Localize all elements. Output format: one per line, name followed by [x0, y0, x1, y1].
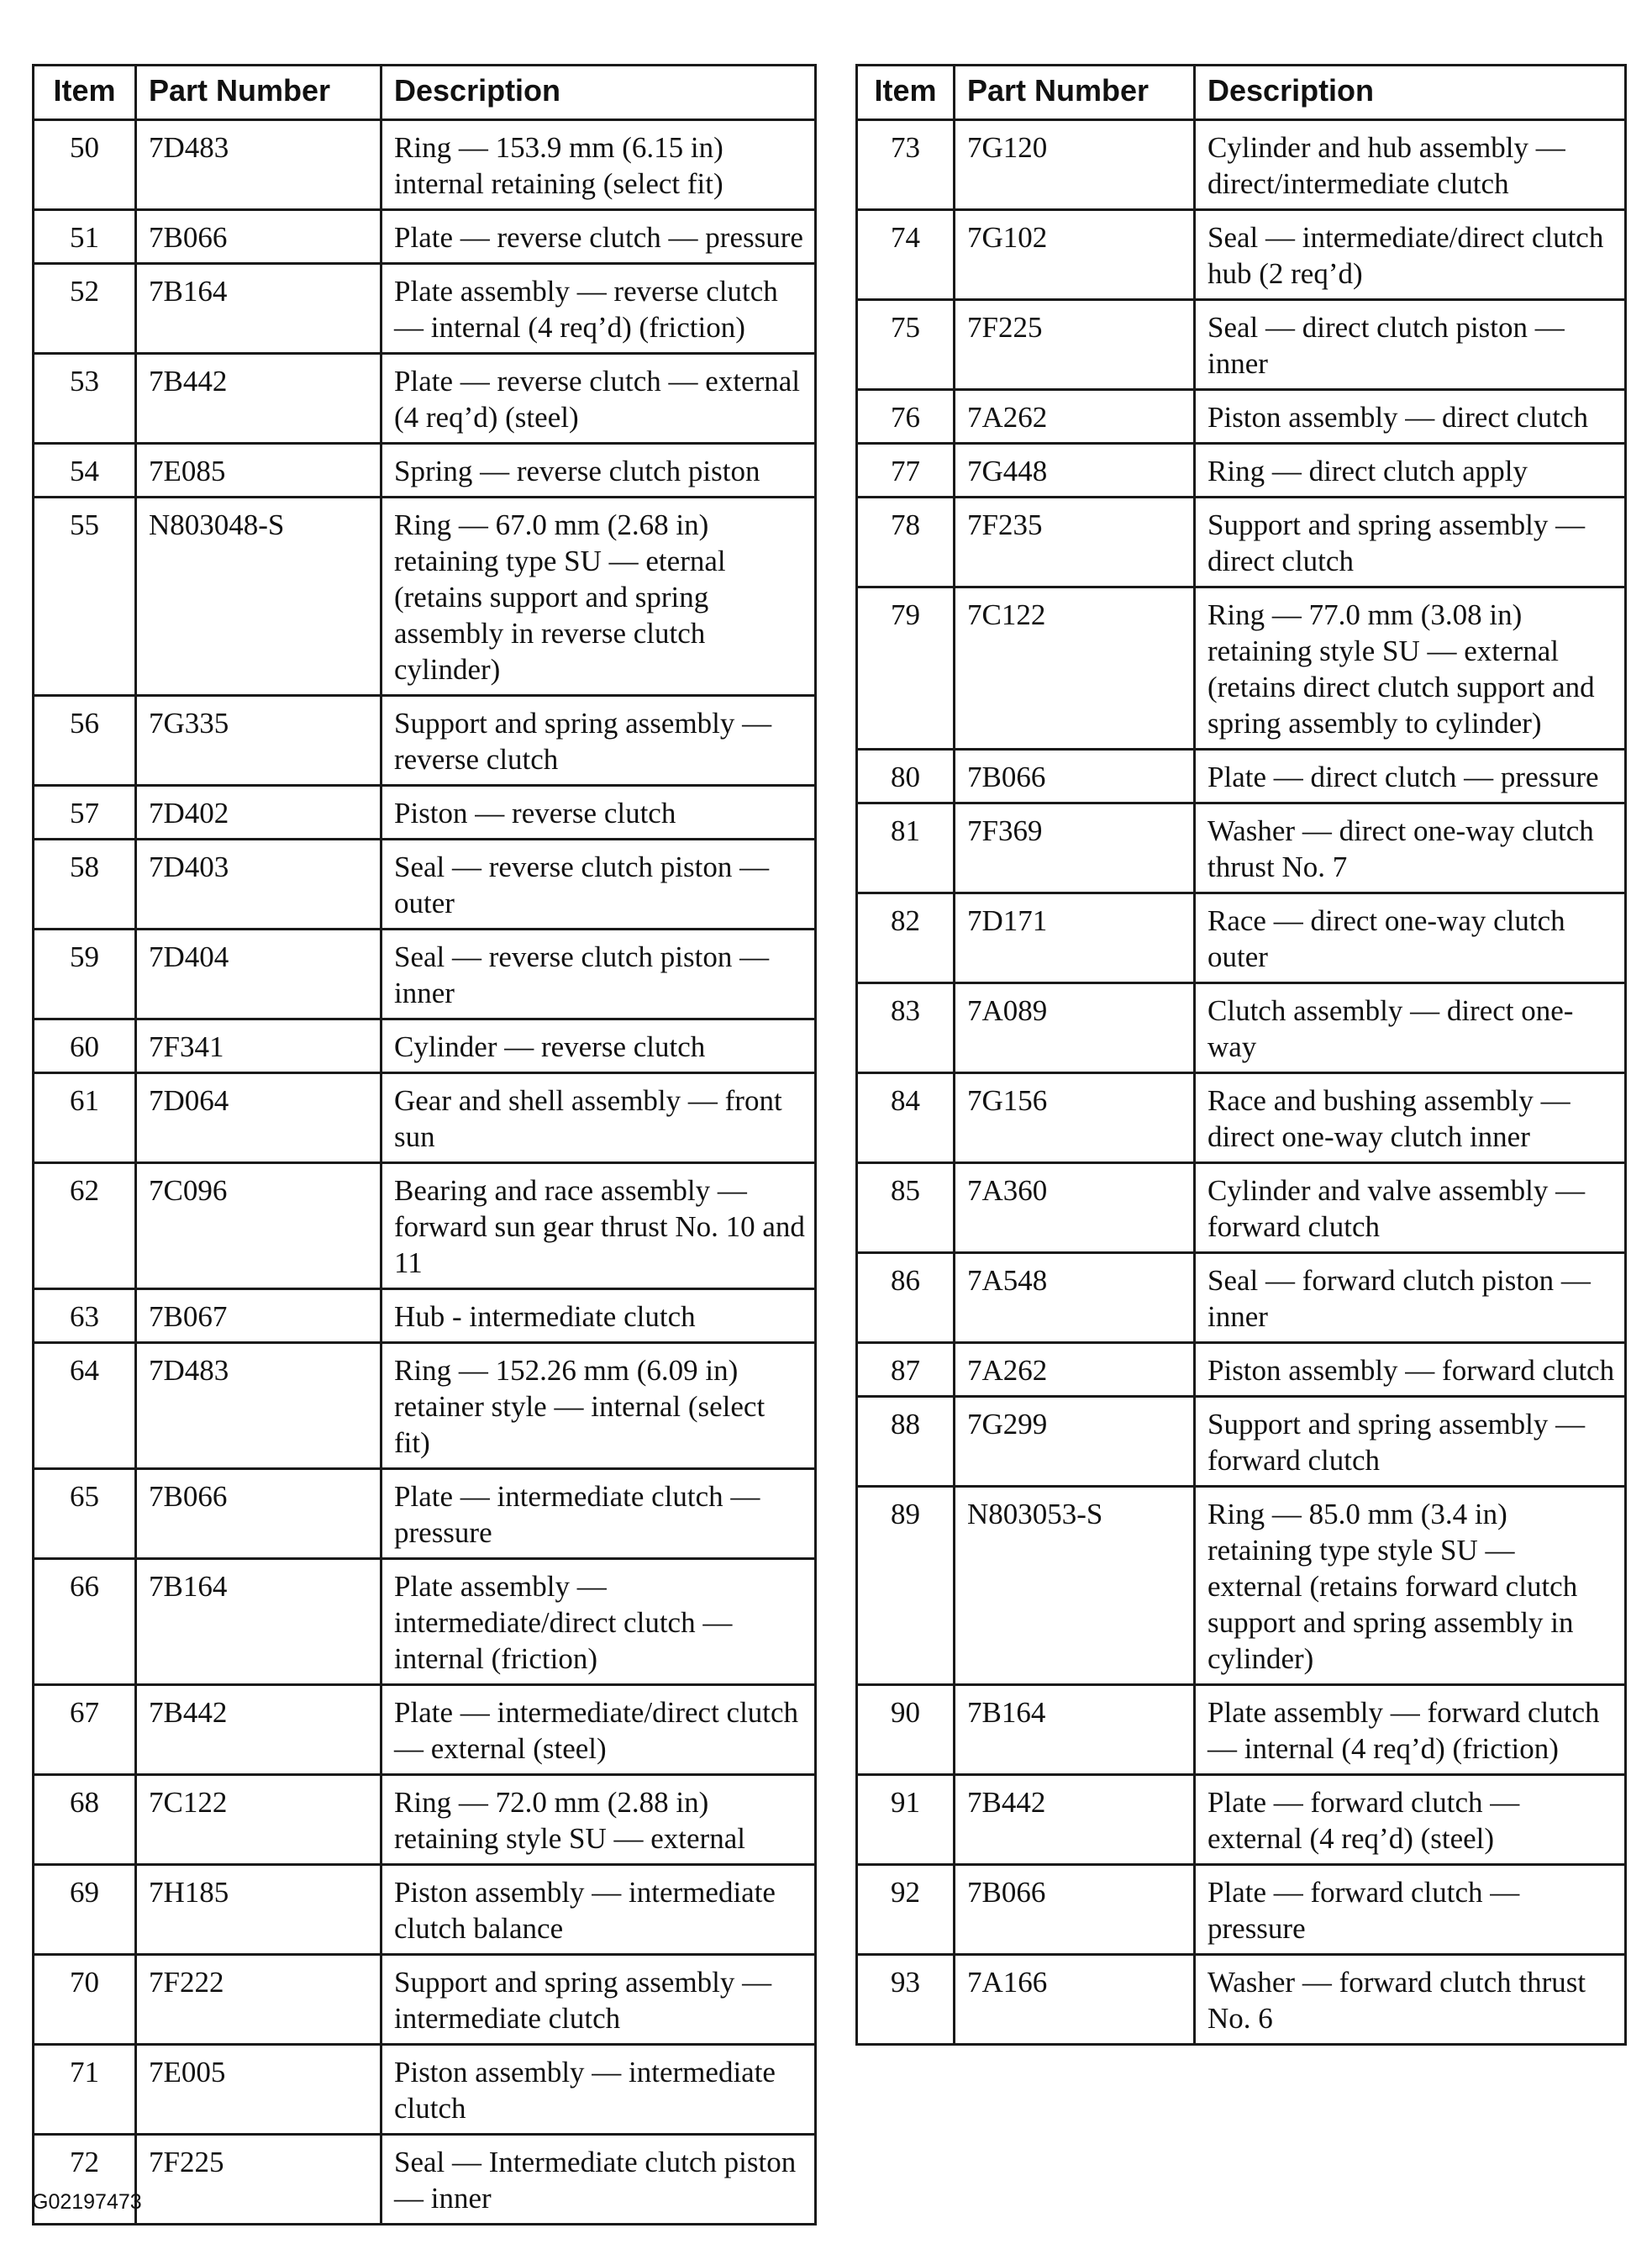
item-cell: 86 [857, 1253, 955, 1343]
part-number-cell: 7C122 [136, 1775, 381, 1865]
part-number-cell: 7B164 [136, 1559, 381, 1685]
part-number-cell: 7D483 [136, 1343, 381, 1469]
part-number-cell: 7D403 [136, 840, 381, 930]
description-cell: Seal — Intermediate clutch piston — inner [381, 2135, 816, 2225]
item-cell: 81 [857, 803, 955, 893]
description-cell: Plate assembly — intermediate/direct clutch — internal (friction) [381, 1559, 816, 1685]
part-number-cell: 7D404 [136, 930, 381, 1019]
part-number-column-header: Part Number [136, 66, 381, 120]
description-cell: Piston assembly — direct clutch [1195, 390, 1626, 444]
part-number-cell: 7H185 [136, 1865, 381, 1955]
description-cell: Ring — direct clutch apply [1195, 444, 1626, 498]
description-cell: Hub - intermediate clutch [381, 1289, 816, 1343]
description-cell: Plate — intermediate/direct clutch — external (steel) [381, 1685, 816, 1775]
item-cell: 85 [857, 1163, 955, 1253]
table-row [857, 1343, 1626, 1397]
table-row [34, 120, 816, 210]
description-cell: Piston — reverse clutch [381, 786, 816, 840]
description-cell: Support and spring assembly — intermediate clutch [381, 1955, 816, 2045]
table-row [34, 1865, 816, 1955]
part-number-cell: 7D064 [136, 1073, 381, 1163]
description-cell: Plate — forward clutch — pressure [1195, 1865, 1626, 1955]
table-row [857, 1073, 1626, 1163]
part-number-cell: 7B442 [955, 1775, 1195, 1865]
item-cell: 57 [34, 786, 136, 840]
part-number-cell: 7F341 [136, 1019, 381, 1073]
part-number-cell: 7A089 [955, 983, 1195, 1073]
description-cell: Spring — reverse clutch piston [381, 444, 816, 498]
part-number-cell: 7B164 [955, 1685, 1195, 1775]
part-number-cell: 7F369 [955, 803, 1195, 893]
part-number-cell: 7F225 [955, 300, 1195, 390]
description-cell: Support and spring assembly — forward clutch [1195, 1397, 1626, 1487]
item-cell: 72 [34, 2135, 136, 2225]
table-row [857, 444, 1626, 498]
table-row [34, 1469, 816, 1559]
parts-table-left [32, 64, 817, 2225]
description-cell: Support and spring assembly — reverse clutch [381, 696, 816, 786]
item-cell: 76 [857, 390, 955, 444]
parts-table-right-body [857, 120, 1626, 2045]
table-row [34, 1019, 816, 1073]
table-row [857, 390, 1626, 444]
description-cell: Plate assembly — forward clutch — internal (4 req’d) (friction) [1195, 1685, 1626, 1775]
part-number-column-header: Part Number [955, 66, 1195, 120]
parts-table-right [855, 64, 1627, 2046]
table-row [857, 498, 1626, 587]
item-cell: 78 [857, 498, 955, 587]
description-cell: Piston assembly — intermediate clutch balance [381, 1865, 816, 1955]
item-cell: 53 [34, 354, 136, 444]
description-cell: Bearing and race assembly — forward sun gear thrust No. 10 and 11 [381, 1163, 816, 1289]
item-cell: 77 [857, 444, 955, 498]
item-cell: 75 [857, 300, 955, 390]
part-number-cell: 7G299 [955, 1397, 1195, 1487]
item-cell: 66 [34, 1559, 136, 1685]
description-cell: Plate — intermediate clutch — pressure [381, 1469, 816, 1559]
part-number-cell: 7B442 [136, 1685, 381, 1775]
table-row [34, 1685, 816, 1775]
part-number-cell: 7G335 [136, 696, 381, 786]
description-cell: Seal — direct clutch piston — inner [1195, 300, 1626, 390]
description-cell: Ring — 67.0 mm (2.68 in) retaining type SU — eternal (retains support and spring assembly in reverse clutch cylinder) [381, 498, 816, 696]
item-cell: 52 [34, 264, 136, 354]
table-row [857, 1163, 1626, 1253]
item-column-header: Item [857, 66, 955, 120]
description-column-header: Description [1195, 66, 1626, 120]
part-number-cell: 7E005 [136, 2045, 381, 2135]
part-number-cell: 7D483 [136, 120, 381, 210]
description-cell: Clutch assembly — direct one-way [1195, 983, 1626, 1073]
part-number-cell: 7D402 [136, 786, 381, 840]
figure-code: G02197473 [32, 2190, 142, 2214]
table-row [34, 1559, 816, 1685]
item-cell: 56 [34, 696, 136, 786]
part-number-cell: 7G156 [955, 1073, 1195, 1163]
description-cell: Gear and shell assembly — front sun [381, 1073, 816, 1163]
item-cell: 71 [34, 2045, 136, 2135]
part-number-cell: 7G120 [955, 120, 1195, 210]
description-cell: Piston assembly — forward clutch [1195, 1343, 1626, 1397]
table-row [34, 264, 816, 354]
table-row [857, 1487, 1626, 1685]
part-number-cell: 7G102 [955, 210, 1195, 300]
table-row [34, 786, 816, 840]
description-cell: Race — direct one-way clutch outer [1195, 893, 1626, 983]
table-row [857, 803, 1626, 893]
item-cell: 63 [34, 1289, 136, 1343]
description-cell: Seal — reverse clutch piston — inner [381, 930, 816, 1019]
part-number-cell: 7B066 [136, 1469, 381, 1559]
description-cell: Plate — direct clutch — pressure [1195, 750, 1626, 803]
table-row [857, 120, 1626, 210]
table-row [857, 983, 1626, 1073]
description-cell: Plate assembly — reverse clutch — internal (4 req’d) (friction) [381, 264, 816, 354]
item-cell: 54 [34, 444, 136, 498]
item-cell: 69 [34, 1865, 136, 1955]
description-cell: Washer — forward clutch thrust No. 6 [1195, 1955, 1626, 2045]
description-cell: Support and spring assembly — direct clutch [1195, 498, 1626, 587]
item-cell: 50 [34, 120, 136, 210]
description-cell: Plate — reverse clutch — external (4 req’d) (steel) [381, 354, 816, 444]
part-number-cell: 7A262 [955, 1343, 1195, 1397]
table-row [34, 2135, 816, 2225]
part-number-cell: 7E085 [136, 444, 381, 498]
item-cell: 55 [34, 498, 136, 696]
table-row [857, 1397, 1626, 1487]
description-cell: Plate — forward clutch — external (4 req’d) (steel) [1195, 1775, 1626, 1865]
table-row [34, 1073, 816, 1163]
item-cell: 91 [857, 1775, 955, 1865]
table-row [857, 210, 1626, 300]
item-cell: 68 [34, 1775, 136, 1865]
item-cell: 82 [857, 893, 955, 983]
item-cell: 88 [857, 1397, 955, 1487]
item-cell: 64 [34, 1343, 136, 1469]
description-cell: Race and bushing assembly — direct one-way clutch inner [1195, 1073, 1626, 1163]
item-cell: 58 [34, 840, 136, 930]
table-row [857, 1955, 1626, 2045]
description-cell: Cylinder and valve assembly — forward clutch [1195, 1163, 1626, 1253]
table-header-row [857, 66, 1626, 120]
item-cell: 80 [857, 750, 955, 803]
description-cell: Seal — forward clutch piston — inner [1195, 1253, 1626, 1343]
table-row [857, 587, 1626, 750]
description-cell: Plate — reverse clutch — pressure [381, 210, 816, 264]
part-number-cell: 7D171 [955, 893, 1195, 983]
table-row [34, 210, 816, 264]
item-cell: 93 [857, 1955, 955, 2045]
description-cell: Ring — 85.0 mm (3.4 in) retaining type style SU — external (retains forward clutch support and spring assembly in cylinder) [1195, 1487, 1626, 1685]
table-row [857, 1685, 1626, 1775]
description-cell: Ring — 153.9 mm (6.15 in) internal retaining (select fit) [381, 120, 816, 210]
table-row [34, 1163, 816, 1289]
part-number-cell: 7A548 [955, 1253, 1195, 1343]
description-cell: Cylinder and hub assembly — direct/intermediate clutch [1195, 120, 1626, 210]
item-cell: 59 [34, 930, 136, 1019]
item-cell: 61 [34, 1073, 136, 1163]
table-row [857, 1865, 1626, 1955]
item-column-header: Item [34, 66, 136, 120]
description-cell: Ring — 77.0 mm (3.08 in) retaining style SU — external (retains direct clutch support and spring assembly to cylinder) [1195, 587, 1626, 750]
description-column-header: Description [381, 66, 816, 120]
table-row [34, 1289, 816, 1343]
table-row [857, 1775, 1626, 1865]
description-cell: Ring — 152.26 mm (6.09 in) retainer style — internal (select fit) [381, 1343, 816, 1469]
item-cell: 60 [34, 1019, 136, 1073]
part-number-cell: 7B066 [955, 750, 1195, 803]
part-number-cell: 7B164 [136, 264, 381, 354]
table-row [34, 2045, 816, 2135]
table-header-row [34, 66, 816, 120]
part-number-cell: 7B067 [136, 1289, 381, 1343]
part-number-cell: 7B442 [136, 354, 381, 444]
item-cell: 73 [857, 120, 955, 210]
item-cell: 79 [857, 587, 955, 750]
part-number-cell: 7B066 [136, 210, 381, 264]
description-cell: Seal — intermediate/direct clutch hub (2 req’d) [1195, 210, 1626, 300]
part-number-cell: 7G448 [955, 444, 1195, 498]
part-number-cell: 7B066 [955, 1865, 1195, 1955]
table-row [34, 1343, 816, 1469]
part-number-cell: 7F235 [955, 498, 1195, 587]
item-cell: 65 [34, 1469, 136, 1559]
description-cell: Washer — direct one-way clutch thrust No. 7 [1195, 803, 1626, 893]
table-row [857, 300, 1626, 390]
table-row [34, 498, 816, 696]
table-row [34, 1775, 816, 1865]
part-number-cell: 7F225 [136, 2135, 381, 2225]
table-row [34, 444, 816, 498]
part-number-cell: 7C122 [955, 587, 1195, 750]
part-number-cell: N803053-S [955, 1487, 1195, 1685]
part-number-cell: 7A166 [955, 1955, 1195, 2045]
item-cell: 87 [857, 1343, 955, 1397]
description-cell: Piston assembly — intermediate clutch [381, 2045, 816, 2135]
item-cell: 62 [34, 1163, 136, 1289]
part-number-cell: 7A360 [955, 1163, 1195, 1253]
description-cell: Cylinder — reverse clutch [381, 1019, 816, 1073]
description-cell: Ring — 72.0 mm (2.88 in) retaining style SU — external [381, 1775, 816, 1865]
item-cell: 89 [857, 1487, 955, 1685]
item-cell: 70 [34, 1955, 136, 2045]
part-number-cell: 7C096 [136, 1163, 381, 1289]
table-row [857, 893, 1626, 983]
part-number-cell: N803048-S [136, 498, 381, 696]
table-row [34, 1955, 816, 2045]
description-cell: Seal — reverse clutch piston — outer [381, 840, 816, 930]
table-row [34, 354, 816, 444]
item-cell: 67 [34, 1685, 136, 1775]
table-row [857, 1253, 1626, 1343]
table-row [34, 930, 816, 1019]
item-cell: 83 [857, 983, 955, 1073]
item-cell: 90 [857, 1685, 955, 1775]
item-cell: 74 [857, 210, 955, 300]
table-row [34, 696, 816, 786]
table-row [857, 750, 1626, 803]
parts-table-left-body [34, 120, 816, 2225]
part-number-cell: 7A262 [955, 390, 1195, 444]
item-cell: 84 [857, 1073, 955, 1163]
part-number-cell: 7F222 [136, 1955, 381, 2045]
item-cell: 51 [34, 210, 136, 264]
item-cell: 92 [857, 1865, 955, 1955]
table-row [34, 840, 816, 930]
